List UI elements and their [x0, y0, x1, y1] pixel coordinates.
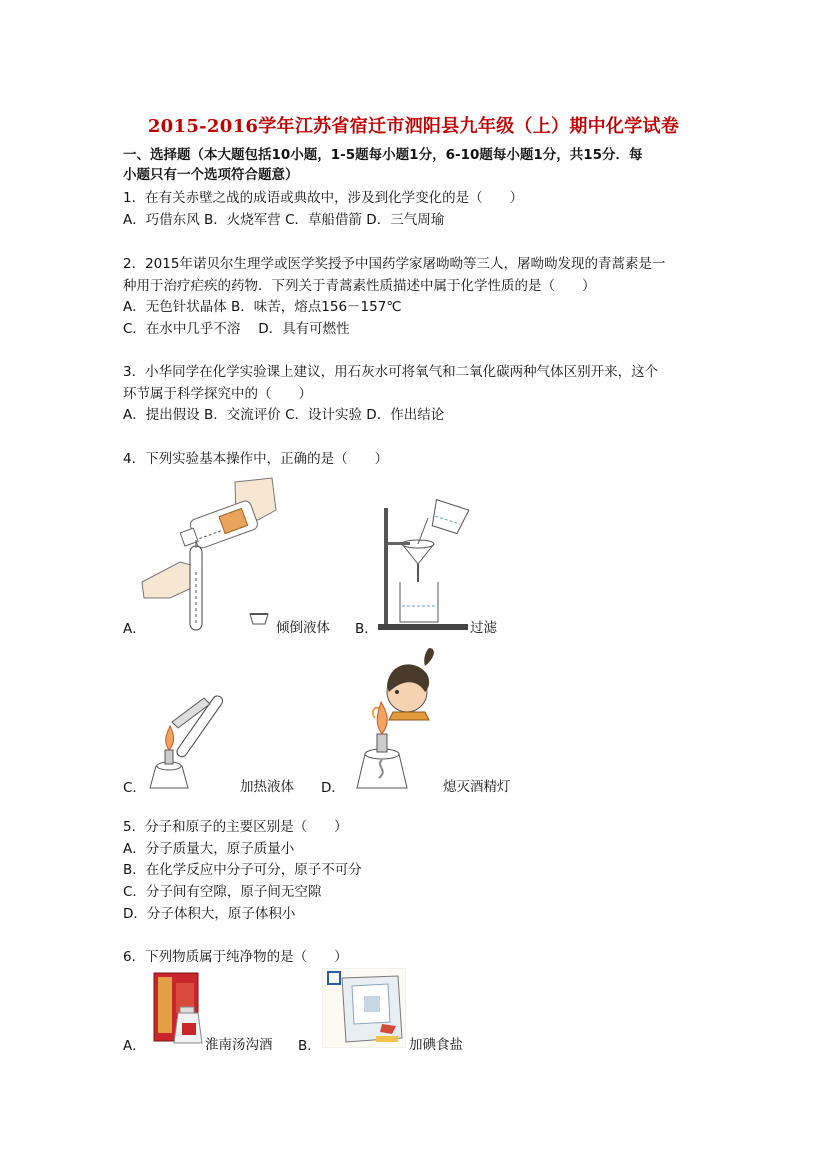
q2-stem-line-2: 种用于治疗疟疾的药物．下列关于青蒿素性质描述中属于化学性质的是（ ） — [123, 278, 596, 294]
q3-stem-line-2: 环节属于科学探究中的（ ） — [123, 386, 312, 402]
bottle-stopper-icon — [248, 610, 270, 626]
q4-option-d-letter: D． — [321, 780, 345, 796]
q5-stem: 5．分子和原子的主要区别是（ ） — [123, 819, 348, 835]
q6-option-a-letter: A． — [123, 1038, 146, 1054]
q4-option-b-caption: 过滤 — [470, 620, 497, 636]
q2-options-line-2: C．在水中几乎不溶 D．具有可燃性 — [123, 321, 350, 337]
q3-stem-line-1: 3．小华同学在化学实验课上建议，用石灰水可将氧气和二氧化碳两种气体区别开来，这个 — [123, 364, 659, 380]
q4-option-c-caption: 加热液体 — [240, 779, 294, 795]
section-heading-line-2: 小题只有一个选项符合题意） — [123, 167, 299, 183]
q4-option-d-caption: 熄灭酒精灯 — [443, 779, 511, 795]
q2-options-line-1: A．无色针状晶体 B．味苦，熔点156－157℃ — [123, 299, 402, 315]
q5-option-a: A．分子质量大，原子质量小 — [123, 841, 295, 857]
page-title: 2015-2016学年江苏省宿迁市泗阳县九年级（上）期中化学试卷 — [147, 116, 680, 137]
q3-options: A．提出假设 B．交流评价 C．设计实验 D．作出结论 — [123, 407, 445, 423]
q6-option-b-caption: 加碘食盐 — [409, 1037, 463, 1053]
section-heading-line-1: 一、选择题（本大题包括10小题，1-5题每小题1分，6-10题每小题1分，共15分．每 — [123, 147, 643, 163]
q4-stem: 4．下列实验基本操作中，正确的是（ ） — [123, 451, 389, 467]
q6-option-b-letter: B． — [298, 1038, 321, 1054]
heating-liquid-figure — [144, 692, 244, 796]
q4-option-a-letter: A． — [123, 621, 146, 637]
q2-stem-line-1: 2．2015年诺贝尔生理学或医学奖授予中国药学家屠呦呦等三人，屠呦呦发现的青蒿素是一 — [123, 256, 666, 272]
q1-options: A．巧借东风 B．火烧军营 C．草船借箭 D．三气周瑜 — [123, 212, 445, 228]
q5-option-b: B．在化学反应中分子可分，原子不可分 — [123, 862, 362, 878]
q4-option-c-letter: C． — [123, 780, 146, 796]
liquor-bottle-figure — [152, 971, 206, 1047]
q1-stem: 1．在有关赤壁之战的成语或典故中，涉及到化学变化的是（ ） — [123, 190, 524, 206]
q6-option-a-caption: 淮南汤沟酒 — [205, 1037, 273, 1053]
q4-option-b-letter: B． — [355, 621, 378, 637]
q6-stem: 6．下列物质属于纯净物的是（ ） — [123, 949, 348, 965]
q5-option-d: D．分子体积大，原子体积小 — [123, 906, 296, 922]
iodized-salt-figure — [322, 968, 406, 1048]
blowing-lamp-figure — [345, 648, 441, 794]
filtration-figure — [378, 496, 472, 634]
q5-option-c: C．分子间有空隙，原子间无空隙 — [123, 884, 322, 900]
q4-option-a-caption: 倾倒液体 — [276, 620, 330, 636]
